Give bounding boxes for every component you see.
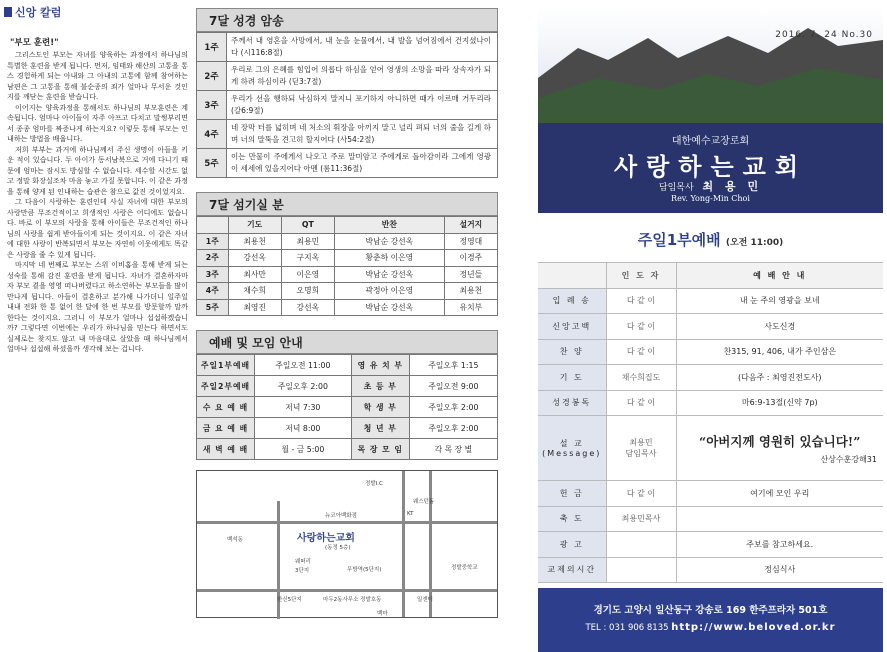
- column-header: 반찬: [334, 217, 444, 234]
- order-leader: 다 같 이: [606, 481, 676, 507]
- table-row: [197, 299, 498, 316]
- service-time: 주일오후 1:15: [409, 355, 497, 376]
- table-cell: 채수희: [228, 283, 281, 300]
- table-row: [197, 233, 498, 250]
- order-leader: 채수희집도: [606, 365, 676, 391]
- column-header: 설거지: [444, 217, 497, 234]
- table-row: [538, 365, 883, 391]
- map-label: 백석동: [227, 537, 243, 543]
- square-bullet-icon: [4, 7, 12, 17]
- table-row: [197, 62, 498, 91]
- table-row: [197, 33, 498, 62]
- order-leader: [606, 557, 676, 583]
- duty-header: [196, 192, 498, 216]
- table-row: [197, 439, 498, 460]
- table-row: [197, 91, 498, 120]
- denomination: 대한예수교장로회: [671, 136, 750, 147]
- table-row: [197, 376, 498, 397]
- table-cell: 박남순 강선옥: [334, 266, 444, 283]
- order-item: 축 도: [538, 506, 606, 532]
- service-time: 저녁 8:00: [255, 418, 352, 439]
- service-name: 주일1부예배: [637, 231, 721, 249]
- table-cell: 정년들: [444, 266, 497, 283]
- worship-table: [196, 354, 498, 460]
- order-item: 기 도: [538, 365, 606, 391]
- column-header: QT: [281, 217, 334, 234]
- column-subtitle: "부모 훈련!": [10, 38, 59, 48]
- table-cell: 강선옥: [281, 299, 334, 316]
- order-detail: 사도신경: [676, 314, 883, 340]
- pastor-label: 담임목사: [658, 183, 694, 193]
- order-item: 교제의시간: [538, 557, 606, 583]
- pastor-line: [538, 178, 883, 194]
- service-time: 주일오전 11:00: [255, 355, 352, 376]
- message-label-en: (Message): [542, 449, 602, 458]
- contact-footer: [538, 588, 883, 652]
- column-header: 기도: [228, 217, 281, 234]
- order-leader: 다 같 이: [606, 314, 676, 340]
- table-cell: 이경주: [444, 250, 497, 267]
- column-paragraph: 이어지는 양육과정을 통해서도 하나님의 부모훈련은 계속됩니다. 엄마나 아이들이 자주 아프고 다치고 말썽부리면서 종종 엄마를 짜증나게 하는지요? 이렇듯 통해 부모는 인내하는 방법을 배웁니다.: [7, 102, 188, 143]
- order-item: [538, 416, 606, 481]
- duty-table: [196, 216, 498, 316]
- worship-header: [196, 330, 498, 354]
- service-time: 주일오후 2:00: [255, 376, 352, 397]
- week-cell: 1주: [197, 33, 227, 62]
- middle-column: [196, 8, 498, 618]
- service-name: 청 년 부: [351, 418, 409, 439]
- table-cell: 강선옥: [228, 250, 281, 267]
- table-row: [538, 339, 883, 365]
- table-row: [538, 481, 883, 507]
- service-time: 주일오전 9:00: [409, 376, 497, 397]
- column-paragraph: 마지막 네 번째로 부모는 스위 이비홈을 통해 받게 되는 성숙를 통해 감진 훈련을 받게 됩니다. 자녀가 결혼하자마자 부모 곁을 영영 떠나버렸다고 하소연하는 부모들을 많이 만나게 됩니다. 아들이 결혼하고 분가해 나가더니 일주일 내내 전화 한 통 없어 한 달에 한 번 부모를 방문할까 말까 한다는 것이지요. 그러니 이 부모가 얼마나 섭섭하겠습니까? 그렇다면 이번에는 우리가 하나님을 믿는다 하면서도 실제로는 찾지도 않고 내 마음대로 살았을 때 하나님께서 얼마나 섭섭해 하셨을까 생각해 보는 겁니다.: [7, 260, 188, 353]
- week-cell: 4주: [197, 283, 229, 300]
- memory-header: [196, 8, 498, 32]
- order-detail: 정심식사: [676, 557, 883, 583]
- table-row: [538, 416, 883, 481]
- map-label: 정발중학교: [451, 565, 478, 571]
- order-of-service: [538, 262, 883, 583]
- table-row: [197, 120, 498, 149]
- road: [402, 471, 405, 617]
- church-name: 사랑하는교회: [613, 153, 808, 181]
- column-header: [197, 217, 229, 234]
- service-time: 주일오후 2:00: [409, 418, 497, 439]
- order-item: 입 례 송: [538, 288, 606, 314]
- road: [197, 521, 497, 524]
- map-label: (동정 5층): [325, 545, 351, 551]
- table-cell: 최용천: [444, 283, 497, 300]
- service-name: 금 요 예 배: [197, 418, 255, 439]
- column-title: 신앙 칼럼: [15, 6, 62, 19]
- table-cell: 최사만: [228, 266, 281, 283]
- map-label: 3단지: [295, 568, 310, 574]
- service-name: 주일2부예배: [197, 376, 255, 397]
- map-label: 웨떠리: [295, 559, 311, 565]
- service-name: 수 요 예 배: [197, 397, 255, 418]
- church-address: 경기도 고양시 일산동구 강송로 169 한주프라자 501호: [593, 605, 828, 616]
- map-label: 정발I.C: [365, 481, 383, 487]
- service-name: 학 생 부: [351, 397, 409, 418]
- service-name: 주일1부예배: [197, 355, 255, 376]
- table-cell: 최용천: [228, 233, 281, 250]
- sermon-title: “아버지께 영원히 있습니다!”: [699, 433, 861, 449]
- column-paragraph: 그리스도인 부모는 자녀를 양육하는 과정에서 하나님의 특별한 훈련을 받게 됩니다. 먼저, 임태와 해산의 고통을 통스 경험하게 되는 아내와 그 아내의 고통에 함께 참여하는 남편은 그 고통을 통해 불순종의 죄가 얼마나 무서운 것인지를 깨닫는 훈련을 받습니다.: [7, 50, 188, 101]
- service-title: [538, 229, 883, 250]
- order-leader: 최용민목사: [606, 506, 676, 532]
- service-time: 주일오후 2:00: [409, 397, 497, 418]
- order-item: 헌 금: [538, 481, 606, 507]
- service-time: 저녁 7:30: [255, 397, 352, 418]
- table-row: [197, 266, 498, 283]
- map-label: KT: [407, 511, 414, 517]
- map-label: 마두2동사무소 정발호동: [323, 597, 382, 603]
- order-item: 성경봉독: [538, 390, 606, 416]
- service-name: 영 유 치 부: [351, 355, 409, 376]
- week-cell: 2주: [197, 62, 227, 91]
- table-row: [197, 250, 498, 267]
- table-row: [197, 418, 498, 439]
- service-time: 월 - 금 5:00: [255, 439, 352, 460]
- order-leader: [606, 532, 676, 558]
- service-time: 각 목 장 별: [409, 439, 497, 460]
- table-cell: 황춘하 이은영: [334, 250, 444, 267]
- order-item: 찬 양: [538, 339, 606, 365]
- order-leader: 다 같 이: [606, 390, 676, 416]
- service-name: 새 벽 예 배: [197, 439, 255, 460]
- week-cell: 4주: [197, 120, 227, 149]
- week-cell: 3주: [197, 266, 229, 283]
- week-cell: 3주: [197, 91, 227, 120]
- order-detail: [676, 506, 883, 532]
- week-cell: 5주: [197, 149, 227, 178]
- table-cell: 구지옥: [281, 250, 334, 267]
- order-detail: 주보를 참고하세요.: [676, 532, 883, 558]
- service-time: (오전 11:00): [725, 238, 784, 248]
- order-detail: 찬315, 91, 406, 내가 주인삼은: [676, 339, 883, 365]
- order-leader: 다 같 이: [606, 339, 676, 365]
- column-body: [4, 50, 188, 355]
- service-name: 초 등 부: [351, 376, 409, 397]
- map-label: 한신5단지: [277, 597, 302, 603]
- column-paragraph: 그 다음이 사랑하는 훈련인데 사실 자녀에 대한 부모의 사랑만큼 무조건적이고 희생적인 사랑은 어디에도 없습니다. 바로 이 부모의 사랑을 통해 아이들은 무조건적인 하나님의 사랑을 쉽게 받아들이게 되는 것이지요. 이 같은 자녀에 대한 사랑이 반복되면서 부모는 자연히 이웃에게도 똑같은 사랑을 줄 수 있게 됩니다.: [7, 197, 188, 259]
- order-leader: 다 같 이: [606, 288, 676, 314]
- worship-title: 예배 및 모임 안내: [209, 335, 303, 350]
- pastor-name: 최 용 민: [702, 180, 763, 193]
- verse-cell: 주께서 내 영혼을 사망에서, 내 눈을 눈물에서, 내 발을 넘어짐에서 건지셨나이다 (시116:8절): [227, 33, 498, 62]
- blank-cell: [538, 263, 606, 289]
- bulletin-cover: [538, 8, 883, 652]
- table-cell: 유치부: [444, 299, 497, 316]
- phone-number: TEL : 031 906 8135: [585, 623, 669, 633]
- table-row: [538, 532, 883, 558]
- table-cell: 정영대: [444, 233, 497, 250]
- cover-banner: [538, 8, 883, 213]
- church-marker: 사랑하는교회: [297, 533, 355, 544]
- table-header-row: [197, 217, 498, 234]
- table-row: [538, 288, 883, 314]
- table-cell: 박남순 강선옥: [334, 299, 444, 316]
- table-row: [538, 314, 883, 340]
- week-cell: 2주: [197, 250, 229, 267]
- order-detail: [676, 416, 883, 481]
- sermon-series: 산상수훈강해31: [820, 454, 877, 464]
- preacher-name: 최용민: [629, 438, 653, 447]
- map-label: 뉴코아백화점: [325, 513, 357, 519]
- table-cell: 박남순 강선옥: [334, 233, 444, 250]
- verse-cell: 네 장막 터를 넓히며 네 처소의 휘장을 아끼지 말고 널리 펴되 너의 줄을 길게 하며 너의 말뚝을 견고히 할지어다 (사54:2절): [227, 120, 498, 149]
- memory-table: [196, 32, 498, 178]
- memory-title: 7달 성경 암송: [209, 13, 284, 28]
- column-header: 인 도 자: [606, 263, 676, 289]
- pastor-english: Rev. Yong-Min Choi: [671, 194, 750, 203]
- table-row: [538, 390, 883, 416]
- contact-line: [538, 622, 883, 633]
- table-row: [197, 149, 498, 178]
- duty-title: 7달 섬기실 분: [209, 197, 284, 212]
- map-label: 무방역(5단지): [347, 567, 382, 573]
- message-label: 설 교: [559, 439, 584, 448]
- order-item: 광 고: [538, 532, 606, 558]
- order-detail: (다음주 : 최영진전도사): [676, 365, 883, 391]
- table-cell: 이은영: [281, 266, 334, 283]
- column-header: 예 배 안 내: [676, 263, 883, 289]
- location-map: [196, 470, 498, 618]
- order-detail: 여기에 모인 우리: [676, 481, 883, 507]
- table-cell: 최용민: [281, 233, 334, 250]
- map-label: 일센터: [417, 597, 433, 603]
- table-row: [197, 355, 498, 376]
- order-detail: 마6:9-13절(신약 7p): [676, 390, 883, 416]
- week-cell: 5주: [197, 299, 229, 316]
- road: [197, 589, 497, 592]
- order-item: 신앙고백: [538, 314, 606, 340]
- table-row: [197, 283, 498, 300]
- verse-cell: 이는 만물이 주에게서 나오고 주로 말미암고 주에게로 돌아감이라 그에게 영광이 세세에 있을지어다 아멘 (롬11:36절): [227, 149, 498, 178]
- map-label: 웨스턴돔: [413, 499, 435, 505]
- verse-cell: 우리가 선을 행하되 낙심하지 말지니 포기하지 아니하면 때가 이르매 거두리라 (갈6:9절): [227, 91, 498, 120]
- table-cell: 오명희: [281, 283, 334, 300]
- column-header: [4, 4, 188, 20]
- table-header-row: [538, 263, 883, 289]
- preacher-title: 담임목사: [625, 449, 657, 458]
- website-link[interactable]: http://www.beloved.or.kr: [671, 622, 836, 633]
- table-cell: 곽정아 이은영: [334, 283, 444, 300]
- table-row: [538, 506, 883, 532]
- table-row: [197, 397, 498, 418]
- week-cell: 1주: [197, 233, 229, 250]
- service-name: 목 장 모 임: [351, 439, 409, 460]
- map-label: 백마: [377, 611, 388, 617]
- order-detail: 내 눈 주의 영광을 보네: [676, 288, 883, 314]
- verse-cell: 우리로 그의 은혜를 힘입어 의롭다 하심을 얻어 영생의 소망을 따라 상속자가 되게 하려 하심이라 (딛3:7절): [227, 62, 498, 91]
- table-row: [538, 557, 883, 583]
- order-leader: [606, 416, 676, 481]
- faith-column: [4, 4, 188, 610]
- column-paragraph: 저희 부부는 과거에 하나님께서 주신 생명이 아들을 키운 적이 있습니다. 두 아이가 동서남북으로 거에 다니기 때문에 엄마는 잠시도 방심할 수 없습니다. 세수할 시간도 없고 정말 화장실조차 마음 놓고 가질 못합니다. 이 같은 과정을 통해 양게 된 인내하는 습관은 참으로 값진 것이었지요.: [7, 144, 188, 196]
- table-cell: 최영진: [228, 299, 281, 316]
- issue-date: 2016. 7. 24 No.30: [775, 30, 873, 40]
